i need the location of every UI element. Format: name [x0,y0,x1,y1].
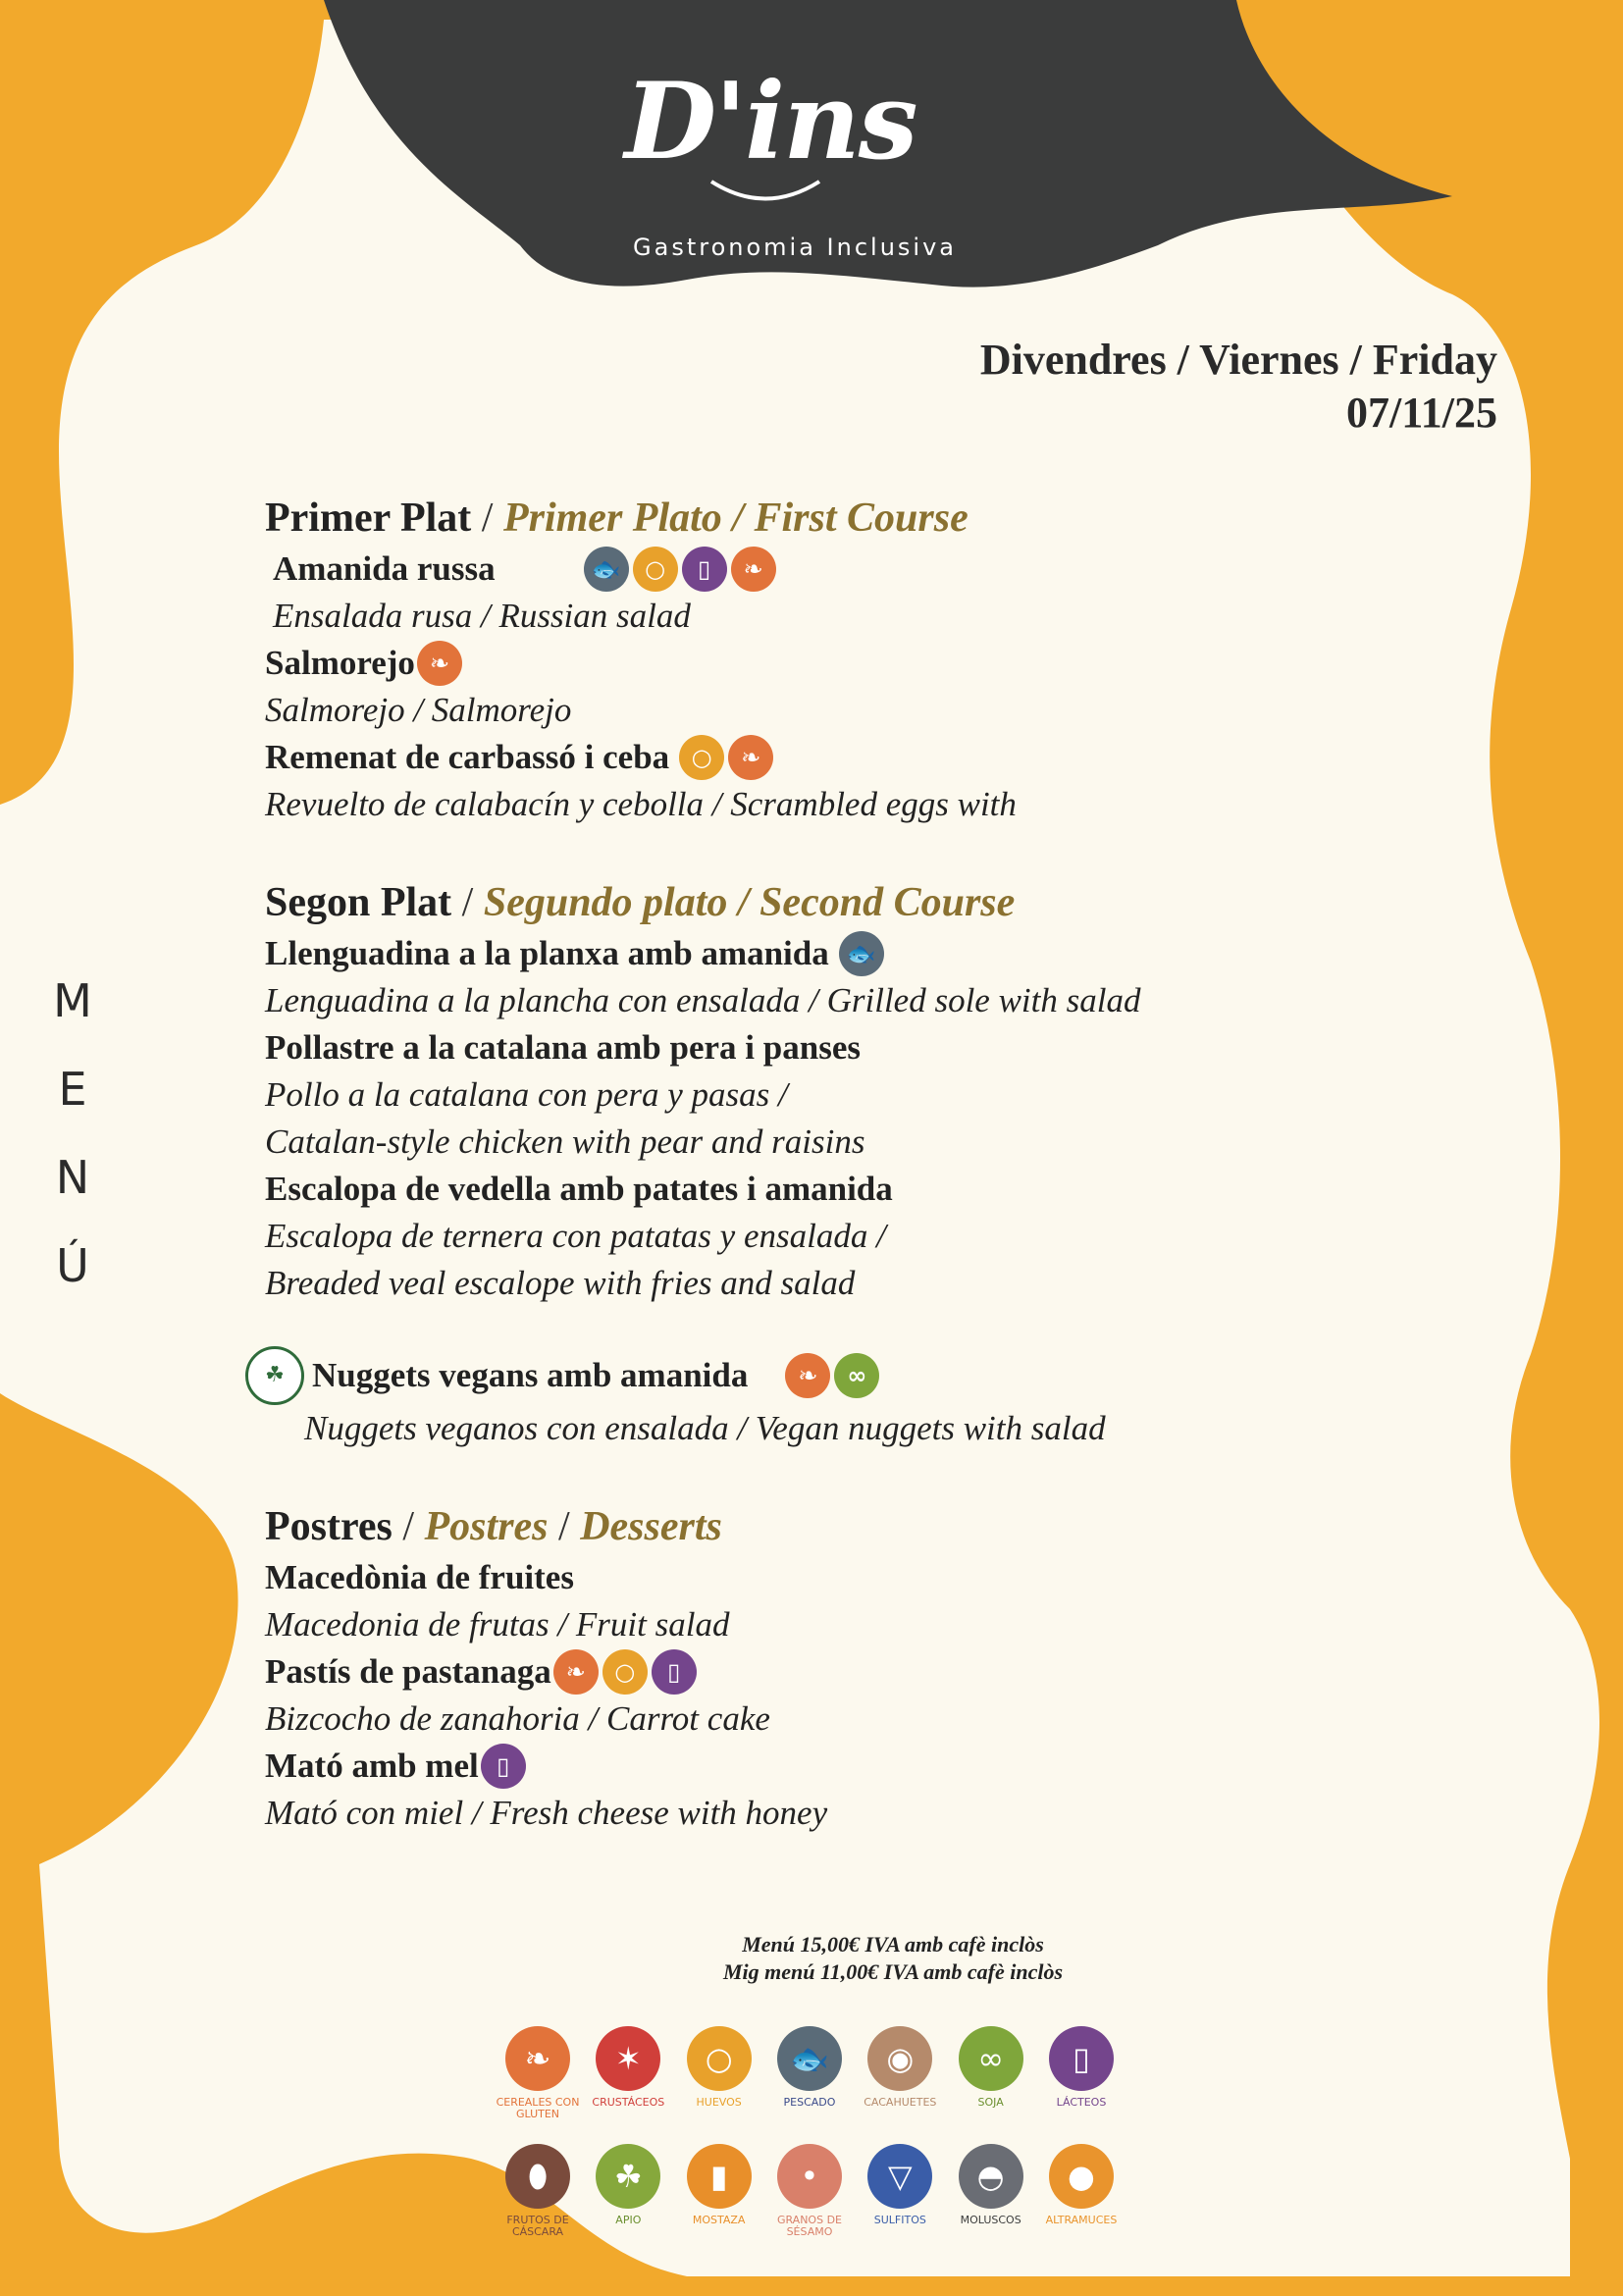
wheat-icon: ❧ [505,2026,570,2091]
allergen-icons [679,735,773,780]
logo-tagline: Gastronomia Inclusiva [633,234,957,261]
title-sep: / [471,496,503,541]
dish-description: Catalan-style chicken with pear and raisins [265,1122,865,1161]
title-en: Desserts [580,1504,722,1549]
legend-label: APIO [615,2214,642,2226]
dish-name [265,546,1384,593]
dish-description: Ensalada rusa / Russian salad [273,597,691,635]
peanut-icon: ◉ [867,2026,932,2091]
wheat-icon: ❧ [731,547,776,592]
legend-label: ALTRAMUCES [1045,2214,1118,2226]
dish-label: Mató amb mel [265,1747,479,1785]
legend-item [949,2144,1033,2254]
egg-icon: ○ [687,2026,752,2091]
legend-label: MOLUSCOS [960,2214,1021,2226]
legend-item [1039,2026,1124,2136]
dish-label: Llenguadina a la planxa amb amanida [265,934,829,972]
title-en: Second Course [759,880,1016,925]
legend-item [767,2144,852,2254]
lupin-icon: ● [1049,2144,1114,2209]
wheat-icon: ❧ [553,1649,599,1695]
legend-item [858,2144,942,2254]
dish-name [265,1346,1384,1405]
dish-label: Amanida russa [273,549,496,588]
legend-label: GRANOS DE SÉSAMO [776,2214,842,2238]
legend-item [677,2026,761,2136]
dish-description: Revuelto de calabacín y cebolla / Scrambled eggs with [265,785,1017,823]
title-sep: / [392,1504,425,1549]
fish-icon: 🐟 [777,2026,842,2091]
vegan-dish [265,1346,1384,1452]
price-full-menu: Menú 15,00€ IVA amb cafè inclòs [742,1932,1044,1957]
legend-label: CRUSTÁCEOS [592,2096,665,2109]
dish-name [265,1743,1384,1790]
mustard-icon: ▮ [687,2144,752,2209]
legend-label: CACAHUETES [864,2096,937,2109]
soy-icon: ∞ [959,2026,1023,2091]
side-letter: E [58,1063,87,1116]
sesame-icon: • [777,2144,842,2209]
dish-description: Macedonia de frutas / Fruit salad [265,1605,730,1644]
fish-icon: 🐟 [584,547,629,592]
logo-wordmark: D'ins [624,60,916,183]
price-info [667,1931,1119,1986]
legend-label: FRUTOS DE CÁSCARA [506,2214,569,2238]
logo-smile-icon [707,177,824,206]
soy-icon: ∞ [834,1353,879,1398]
section-title-first [265,491,1384,546]
legend-label: HUEVOS [696,2096,742,2109]
dish-name: Macedònia de fruites [265,1558,574,1596]
title-ca: Postres [265,1504,393,1549]
title-sep: / [548,1504,581,1549]
legend-item [496,2026,580,2136]
egg-icon: ○ [602,1649,648,1695]
legend-item [586,2144,670,2254]
wheat-icon: ❧ [785,1353,830,1398]
allergen-icons [417,641,462,686]
dish-label: Remenat de carbassó i ceba [265,738,670,776]
legend-label: SULFITOS [873,2214,926,2226]
legend-label: LÁCTEOS [1056,2096,1107,2109]
date-days: Divendres / Viernes / Friday [979,336,1497,384]
legend-item [767,2026,852,2136]
dish-name: Escalopa de vedella amb patates i amanida [265,1170,893,1208]
wheat-icon: ❧ [728,735,773,780]
title-ca: Segon Plat [265,880,452,925]
legend-item [586,2026,670,2136]
fish-icon: 🐟 [839,931,884,976]
milk-icon: ▯ [652,1649,697,1695]
legend-label: CEREALES CON GLUTEN [496,2096,580,2120]
shell-icon: ◓ [959,2144,1023,2209]
dish-description: Mató con miel / Fresh cheese with honey [265,1794,828,1832]
vegan-leaf-icon: ☘ [245,1346,304,1405]
title-en: First Course [754,496,969,541]
milk-icon: ▯ [682,547,727,592]
dish-description: Escalopa de ternera con patatas y ensalada / [265,1217,886,1255]
legend-label: MOSTAZA [692,2214,746,2226]
legend-item [496,2144,580,2254]
allergen-icons [553,1649,697,1695]
allergen-icons [785,1353,879,1398]
menu-content [265,491,1384,1837]
dish-name: Pollastre a la catalana amb pera i panses [265,1028,861,1067]
legend-item [949,2026,1033,2136]
wine-glass-icon: ▽ [867,2144,932,2209]
crab-icon: ✶ [596,2026,660,2091]
dish-name [265,734,1384,781]
legend-row [496,2026,1124,2136]
dish-description: Nuggets veganos con ensalada / Vegan nuggets with salad [304,1409,1106,1447]
legend-item [677,2144,761,2254]
legend-row [496,2144,1124,2254]
dish-description: Pollo a la catalana con pera y pasas / [265,1075,788,1114]
dish-description: Lenguadina a la plancha con ensalada / Grilled sole with salad [265,981,1141,1019]
legend-label: SOJA [977,2096,1004,2109]
milk-icon: ▯ [1049,2026,1114,2091]
nut-icon: ⬮ [505,2144,570,2209]
allergen-legend [496,2026,1124,2262]
celery-icon: ☘ [596,2144,660,2209]
title-es: Primer Plato [502,496,722,541]
wheat-icon: ❧ [417,641,462,686]
egg-icon: ○ [679,735,724,780]
dish-description: Salmorejo / Salmorejo [265,691,572,729]
title-sep: / [451,880,484,925]
legend-item [1039,2144,1124,2254]
side-letter: N [55,1151,90,1204]
title-ca: Primer Plat [265,496,472,541]
allergen-icons [481,1744,526,1789]
allergen-icons [839,931,884,976]
title-sep: / [721,496,755,541]
side-menu-word [45,957,100,1310]
title-sep: / [727,880,760,925]
dish-name [265,1648,1384,1696]
dish-name [265,930,1384,977]
title-es: Segundo plato [483,880,728,925]
milk-icon: ▯ [481,1744,526,1789]
section-title-desserts [265,1499,1384,1554]
date-value: 07/11/25 [1345,389,1497,437]
title-es: Postres [424,1504,549,1549]
legend-label: PESCADO [783,2096,836,2109]
side-letter: M [53,974,92,1027]
dish-name [265,640,1384,687]
legend-item [858,2026,942,2136]
date-block [980,334,1497,440]
dish-label: Nuggets vegans amb amanida [312,1356,749,1394]
section-title-second [265,875,1384,930]
allergen-icons [584,547,776,592]
dish-label: Salmorejo [265,644,415,682]
price-half-menu: Mig menú 11,00€ IVA amb cafè inclòs [722,1959,1064,1984]
egg-icon: ○ [633,547,678,592]
dish-description: Breaded veal escalope with fries and salad [265,1264,856,1302]
dish-label: Pastís de pastanaga [265,1652,551,1691]
side-letter: Ú [56,1239,89,1292]
dish-description: Bizcocho de zanahoria / Carrot cake [265,1699,770,1738]
